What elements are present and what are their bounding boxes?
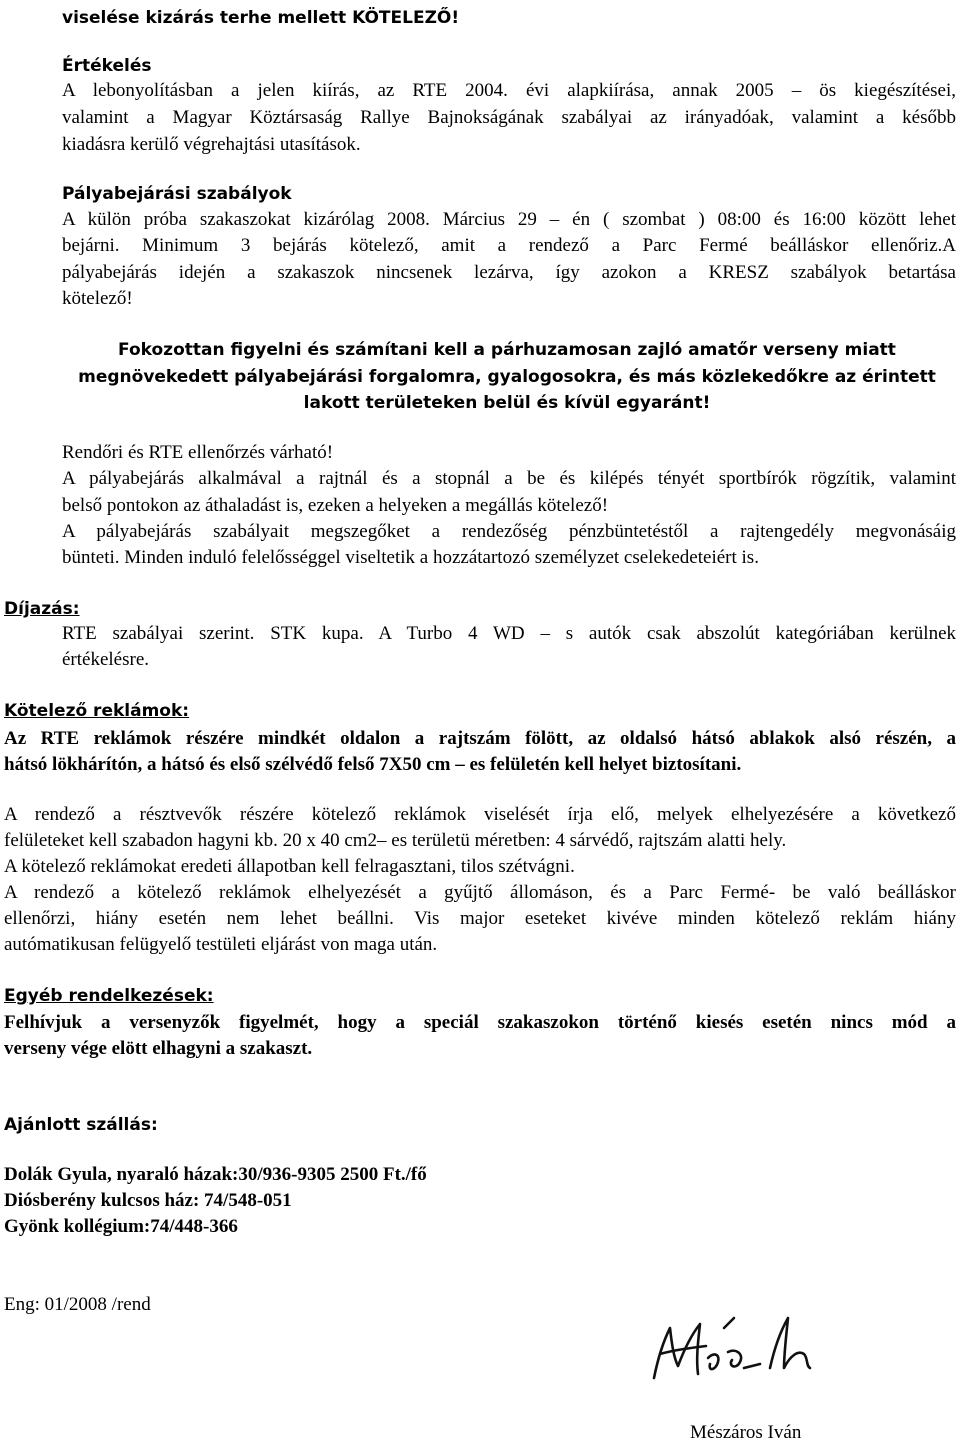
palyabejaras-rule: A pályabejárás szabályait megszegőket a rendezőség pénzbüntetéstől a rajtengedély megvonásáig <box>62 521 956 542</box>
reklamok-line: ellenőrzi, hiány esetén nem lehet beállni. Vis major eseteket kivéve minden kötelező reklám hiány <box>4 908 956 929</box>
signer-name: Mészáros Iván <box>690 1422 802 1443</box>
warning-line: Fokozottan figyelni és számítani kell a párhuzamosan zajló amatőr verseny miatt <box>118 340 896 360</box>
szallas-title: Ajánlott szállás: <box>4 1115 158 1135</box>
palyabejaras-rule: bünteti. Minden induló felelősséggel viseltetik a hozzátartozó személyzet cselekedeteiért is. <box>62 547 759 568</box>
dijazas-line: értékelésre. <box>62 649 150 670</box>
reklamok-title: Kötelező reklámok: <box>4 701 190 721</box>
reklamok-bold-line: Az RTE reklámok részére mindkét oldalon a rajtszám fölött, az oldalsó hátsó ablakok alsó részén, a <box>4 728 956 749</box>
palyabejaras-line: pályabejárás idején a szakaszok nincsenek lezárva, így azokon a KRESZ szabályok betartása <box>62 262 956 283</box>
handwritten-signature <box>624 1288 900 1404</box>
dijazas-title: Díjazás: <box>4 599 80 619</box>
palyabejaras-line: A külön próba szakaszokat kizárólag 2008. Március 29 – én ( szombat ) 08:00 és 16:00 között lehet <box>62 209 956 230</box>
warning-line: megnövekedett pályabejárási forgalomra, gyalogosokra, és más közlekedőkre az érintett <box>78 367 936 387</box>
szallas-item: Dolák Gyula, nyaraló házak:30/936-9305 2500 Ft./fő <box>4 1164 427 1185</box>
ertekeles-line: kiadásra kerülő végrehajtási utasítások. <box>62 134 361 155</box>
reklamok-line: felületeket kell szabadon hagyni kb. 20 x 40 cm2– es területü méretben: 4 sárvédő, rajtszám alatti hely. <box>4 830 787 851</box>
egyeb-bold-line: verseny vége elött elhagyni a szakaszt. <box>4 1038 313 1059</box>
reklamok-line: A rendező a résztvevők részére kötelező reklámok viselését írja elő, melyek elhelyezésére a következő <box>4 804 956 825</box>
szallas-item: Gyönk kollégium:74/448-366 <box>4 1216 238 1237</box>
ertekeles-line: valamint a Magyar Köztársaság Rallye Bajnokságának szabályai az irányadóak, valamint a később <box>62 107 956 128</box>
palyabejaras-rule: belső pontokon az áthaladást is, ezeken a helyeken a megállás kötelező! <box>62 495 609 516</box>
palyabejaras-rule: Rendőri és RTE ellenőrzés várható! <box>62 442 334 463</box>
dijazas-line: RTE szabályai szerint. STK kupa. A Turbo 4 WD – s autók csak abszolút kategóriában kerülnek <box>62 623 956 644</box>
reklamok-bold-line: hátsó lökhárítón, a hátsó és első szélvédő felső 7X50 cm – es felületén kell helyet biztosítani. <box>4 754 742 775</box>
egyeb-bold-line: Felhívjuk a versenyzők figyelmét, hogy a speciál szakaszokon történő kiesés esetén nincs mód a <box>4 1012 956 1033</box>
ertekeles-line: A lebonyolításban a jelen kiírás, az RTE 2004. évi alapkiírása, annak 2005 – ös kiegészítései, <box>62 80 956 101</box>
palyabejaras-title: Pályabejárási szabályok <box>62 184 292 204</box>
intro-line: viselése kizárás terhe mellett KÖTELEZŐ! <box>62 8 460 28</box>
palyabejaras-line: bejárni. Minimum 3 bejárás kötelező, amit a rendező a Parc Fermé beálláskor ellenőriz.A <box>62 235 956 256</box>
palyabejaras-rule: A pályabejárás alkalmával a rajtnál és a stopnál a be és kilépés tényét sportbírók rögzítik, valamint <box>62 468 956 489</box>
palyabejaras-line: kötelező! <box>62 288 133 309</box>
reklamok-line: A rendező a kötelező reklámok elhelyezését a gyűjtő állomáson, és a Parc Fermé- be való beálláskor <box>4 882 956 903</box>
ertekeles-title: Értékelés <box>62 56 152 76</box>
reklamok-line: autómatikusan felügyelő testületi eljárást von maga után. <box>4 934 438 955</box>
szallas-item: Diósberény kulcsos ház: 74/548-051 <box>4 1190 292 1211</box>
approval-number: Eng: 01/2008 /rend <box>4 1294 151 1315</box>
reklamok-line: A kötelező reklámokat eredeti állapotban kell felragasztani, tilos szétvágni. <box>4 856 575 877</box>
warning-line: lakott területeken belül és kívül egyaránt! <box>303 393 711 413</box>
egyeb-title: Egyéb rendelkezések: <box>4 986 214 1006</box>
